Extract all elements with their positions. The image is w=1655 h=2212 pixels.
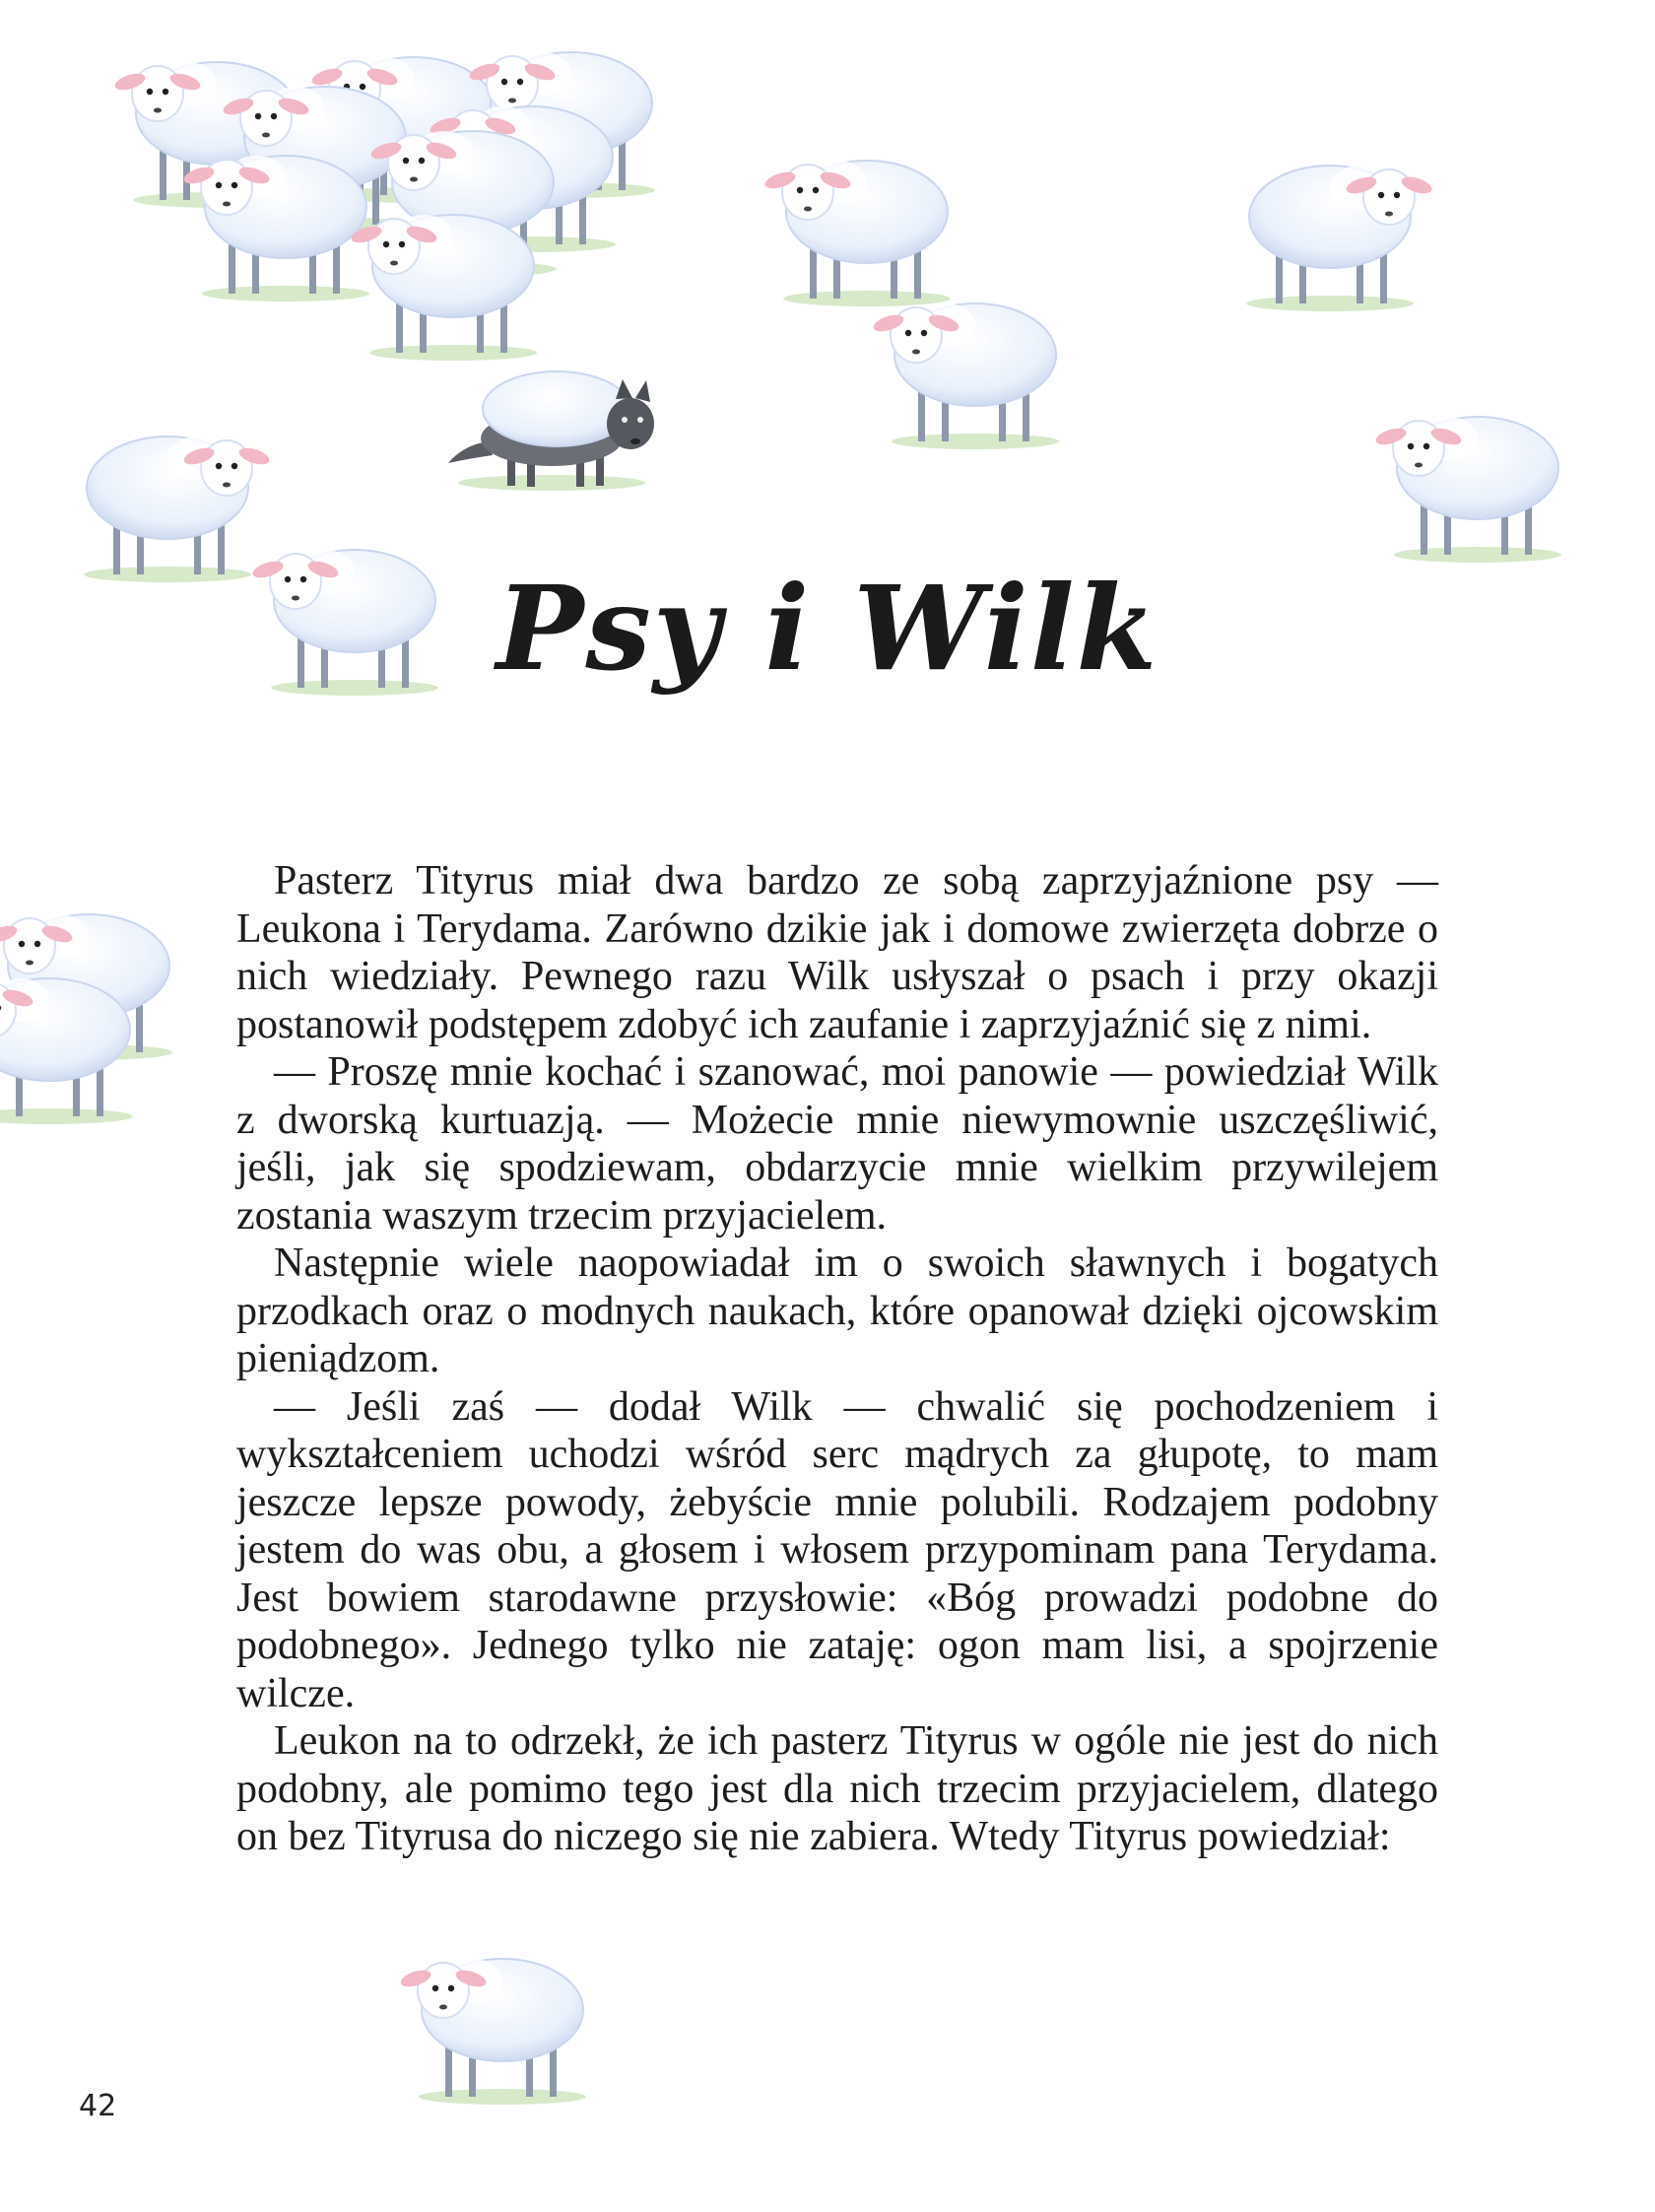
sheep-illustration bbox=[872, 303, 1059, 449]
sheep-illustration bbox=[182, 156, 369, 302]
page-number: 42 bbox=[79, 2089, 117, 2123]
sheep-illustration bbox=[399, 1959, 586, 2105]
paragraph: — Proszę mnie kochać i szanować, moi panowie — powiedział Wilk z dworską kurtuazją. — Możecie mnie niewymownie uszczęśliwić, jeśli, jak się spodziewam, obdarzycie mnie wielkim przywilejem zostania waszym trzecim przyjacielem. bbox=[236, 1049, 1438, 1239]
sheep-illustration bbox=[0, 978, 133, 1124]
sheep-illustration bbox=[350, 215, 537, 361]
paragraph: Następnie wiele naopowiadał im o swoich sławnych i bogatych przodkach oraz o modnych naukach, które opanował dzięki ojcowskim pieniądzom. bbox=[236, 1240, 1438, 1381]
sheep-illustration bbox=[763, 161, 951, 306]
wolf-in-sheep-clothing-illustration bbox=[448, 371, 654, 491]
paragraph: — Jeśli zaś — dodał Wilk — chwalić się pochodzeniem i wykształceniem uchodzi wśród serc mądrych za głupotę, to mam jeszcze lepsze powody, żebyście mnie polubili. Rodzajem podobny jestem do was obu, a głosem i włosem przypominam pana Terydama. Jest bowiem starodawne przysłowie: «Bóg prowadzi podobne do podobnego». Jednego tylko nie zataję: ogon mam lisi, a spojrzenie wilcze. bbox=[236, 1383, 1438, 1716]
sheep-illustration bbox=[1374, 417, 1561, 563]
story-text bbox=[236, 857, 1438, 1861]
paragraph: Pasterz Tityrus miał dwa bardzo ze sobą zaprzyjaźnione psy — Leukona i Terydama. Zarówno dzikie jak i domowe zwierzęta dobrze o nich wiedziały. Pewnego razu Wilk usłyszał o psach i przy okazji postanowił podstępem zdobyć ich zaufanie i zaprzyjaźnić się z nimi. bbox=[236, 858, 1438, 1047]
sheep-illustration bbox=[1246, 166, 1433, 311]
page-title: Psy i Wilk bbox=[496, 560, 1159, 697]
paragraph: Leukon na to odrzekł, że ich pasterz Tityrus w ogóle nie jest do nich podobny, ale pomimo tego jest dla nich trzecim przyjacielem, dlatego on bez Tityrusa do niczego się nie zabiera. Wtedy Tityrus powiedział: bbox=[236, 1718, 1438, 1859]
